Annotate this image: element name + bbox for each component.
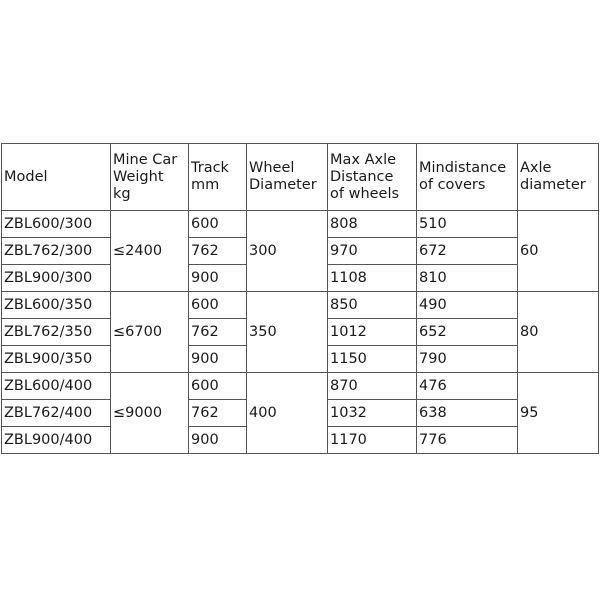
min-covers-cell: 672 bbox=[417, 238, 518, 265]
header-row bbox=[2, 144, 599, 211]
axle-diameter-cell: 60 bbox=[518, 211, 599, 292]
model-cell: ZBL762/350 bbox=[2, 319, 111, 346]
header-min-distance-covers: Mindistance of covers bbox=[417, 144, 518, 211]
track-cell: 900 bbox=[189, 346, 247, 373]
weight-cell: ≤6700 bbox=[111, 292, 189, 373]
max-axle-cell: 1170 bbox=[328, 427, 417, 454]
table-row bbox=[2, 373, 599, 400]
track-cell: 762 bbox=[189, 319, 247, 346]
wheel-diameter-cell: 400 bbox=[247, 373, 328, 454]
track-cell: 900 bbox=[189, 427, 247, 454]
table-row bbox=[2, 292, 599, 319]
wheel-diameter-cell: 300 bbox=[247, 211, 328, 292]
track-cell: 762 bbox=[189, 400, 247, 427]
model-cell: ZBL900/400 bbox=[2, 427, 111, 454]
min-covers-cell: 638 bbox=[417, 400, 518, 427]
table-body bbox=[2, 211, 599, 454]
track-cell: 600 bbox=[189, 373, 247, 400]
model-cell: ZBL900/350 bbox=[2, 346, 111, 373]
model-cell: ZBL900/300 bbox=[2, 265, 111, 292]
header-wheel-diameter: Wheel Diameter bbox=[247, 144, 328, 211]
header-model: Model bbox=[2, 144, 111, 211]
min-covers-cell: 510 bbox=[417, 211, 518, 238]
track-cell: 900 bbox=[189, 265, 247, 292]
header-axle-diameter: Axle diameter bbox=[518, 144, 599, 211]
min-covers-cell: 490 bbox=[417, 292, 518, 319]
model-cell: ZBL600/300 bbox=[2, 211, 111, 238]
max-axle-cell: 808 bbox=[328, 211, 417, 238]
max-axle-cell: 870 bbox=[328, 373, 417, 400]
max-axle-cell: 850 bbox=[328, 292, 417, 319]
axle-diameter-cell: 80 bbox=[518, 292, 599, 373]
spec-table bbox=[1, 143, 599, 454]
track-cell: 600 bbox=[189, 211, 247, 238]
max-axle-cell: 1150 bbox=[328, 346, 417, 373]
table-header bbox=[2, 144, 599, 211]
min-covers-cell: 810 bbox=[417, 265, 518, 292]
axle-diameter-cell: 95 bbox=[518, 373, 599, 454]
max-axle-cell: 970 bbox=[328, 238, 417, 265]
min-covers-cell: 476 bbox=[417, 373, 518, 400]
track-cell: 762 bbox=[189, 238, 247, 265]
model-cell: ZBL762/300 bbox=[2, 238, 111, 265]
track-cell: 600 bbox=[189, 292, 247, 319]
header-weight: Mine Car Weight kg bbox=[111, 144, 189, 211]
min-covers-cell: 776 bbox=[417, 427, 518, 454]
table-row bbox=[2, 211, 599, 238]
header-max-axle-distance: Max Axle Distance of wheels bbox=[328, 144, 417, 211]
wheel-diameter-cell: 350 bbox=[247, 292, 328, 373]
model-cell: ZBL762/400 bbox=[2, 400, 111, 427]
max-axle-cell: 1108 bbox=[328, 265, 417, 292]
max-axle-cell: 1032 bbox=[328, 400, 417, 427]
model-cell: ZBL600/350 bbox=[2, 292, 111, 319]
weight-cell: ≤9000 bbox=[111, 373, 189, 454]
min-covers-cell: 652 bbox=[417, 319, 518, 346]
max-axle-cell: 1012 bbox=[328, 319, 417, 346]
model-cell: ZBL600/400 bbox=[2, 373, 111, 400]
header-track: Track mm bbox=[189, 144, 247, 211]
min-covers-cell: 790 bbox=[417, 346, 518, 373]
weight-cell: ≤2400 bbox=[111, 211, 189, 292]
